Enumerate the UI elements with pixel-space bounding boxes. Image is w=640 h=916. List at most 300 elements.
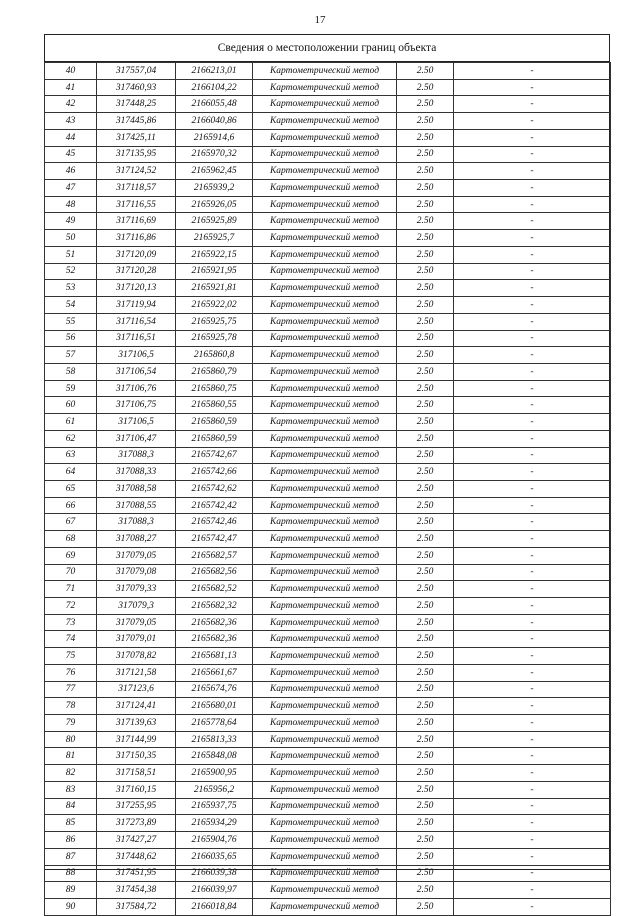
note-cell: - <box>454 347 611 364</box>
table-row <box>45 397 611 414</box>
y-coordinate-cell: 2165937,75 <box>176 798 253 815</box>
y-coordinate-cell: 2165742,46 <box>176 514 253 531</box>
note-cell: - <box>454 798 611 815</box>
x-coordinate-cell: 317448,25 <box>97 96 176 113</box>
note-cell: - <box>454 581 611 598</box>
method-cell: Картометрический метод <box>253 280 397 297</box>
coordinates-table-frame <box>44 34 610 912</box>
method-cell: Картометрический метод <box>253 731 397 748</box>
y-coordinate-cell: 2165922,02 <box>176 297 253 314</box>
y-coordinate-cell: 2166104,22 <box>176 79 253 96</box>
method-cell: Картометрический метод <box>253 96 397 113</box>
note-cell: - <box>454 163 611 180</box>
method-cell: Картометрический метод <box>253 832 397 849</box>
accuracy-cell: 2.50 <box>397 297 454 314</box>
note-cell: - <box>454 180 611 197</box>
x-coordinate-cell: 317079,05 <box>97 547 176 564</box>
y-coordinate-cell: 2165742,42 <box>176 497 253 514</box>
table-row <box>45 280 611 297</box>
table-row <box>45 698 611 715</box>
point-number-cell: 61 <box>45 414 97 431</box>
note-cell: - <box>454 898 611 915</box>
y-coordinate-cell: 2165939,2 <box>176 180 253 197</box>
point-number-cell: 65 <box>45 480 97 497</box>
note-cell: - <box>454 681 611 698</box>
y-coordinate-cell: 2165742,47 <box>176 531 253 548</box>
table-title: Сведения о местоположении границ объекта <box>45 35 609 62</box>
note-cell: - <box>454 79 611 96</box>
table-row <box>45 447 611 464</box>
point-number-cell: 49 <box>45 213 97 230</box>
x-coordinate-cell: 317121,58 <box>97 664 176 681</box>
y-coordinate-cell: 2165680,01 <box>176 698 253 715</box>
x-coordinate-cell: 317116,51 <box>97 330 176 347</box>
method-cell: Картометрический метод <box>253 230 397 247</box>
point-number-cell: 64 <box>45 464 97 481</box>
note-cell: - <box>454 363 611 380</box>
method-cell: Картометрический метод <box>253 882 397 899</box>
method-cell: Картометрический метод <box>253 598 397 615</box>
y-coordinate-cell: 2165921,81 <box>176 280 253 297</box>
accuracy-cell: 2.50 <box>397 848 454 865</box>
method-cell: Картометрический метод <box>253 363 397 380</box>
x-coordinate-cell: 317088,27 <box>97 531 176 548</box>
table-row <box>45 480 611 497</box>
method-cell: Картометрический метод <box>253 715 397 732</box>
table-row <box>45 213 611 230</box>
note-cell: - <box>454 765 611 782</box>
table-row <box>45 564 611 581</box>
accuracy-cell: 2.50 <box>397 347 454 364</box>
point-number-cell: 52 <box>45 263 97 280</box>
method-cell: Картометрический метод <box>253 848 397 865</box>
note-cell: - <box>454 698 611 715</box>
x-coordinate-cell: 317139,63 <box>97 715 176 732</box>
accuracy-cell: 2.50 <box>397 313 454 330</box>
table-row <box>45 614 611 631</box>
x-coordinate-cell: 317120,09 <box>97 246 176 263</box>
method-cell: Картометрический метод <box>253 765 397 782</box>
point-number-cell: 42 <box>45 96 97 113</box>
table-row <box>45 598 611 615</box>
table-row <box>45 430 611 447</box>
x-coordinate-cell: 317120,28 <box>97 263 176 280</box>
table-row <box>45 263 611 280</box>
point-number-cell: 83 <box>45 781 97 798</box>
note-cell: - <box>454 313 611 330</box>
note-cell: - <box>454 664 611 681</box>
accuracy-cell: 2.50 <box>397 832 454 849</box>
point-number-cell: 78 <box>45 698 97 715</box>
x-coordinate-cell: 317144,99 <box>97 731 176 748</box>
point-number-cell: 54 <box>45 297 97 314</box>
note-cell: - <box>454 882 611 899</box>
accuracy-cell: 2.50 <box>397 765 454 782</box>
point-number-cell: 88 <box>45 865 97 882</box>
accuracy-cell: 2.50 <box>397 363 454 380</box>
x-coordinate-cell: 317106,54 <box>97 363 176 380</box>
y-coordinate-cell: 2166040,86 <box>176 113 253 130</box>
method-cell: Картометрический метод <box>253 815 397 832</box>
point-number-cell: 89 <box>45 882 97 899</box>
y-coordinate-cell: 2165682,36 <box>176 631 253 648</box>
method-cell: Картометрический метод <box>253 113 397 130</box>
y-coordinate-cell: 2165682,36 <box>176 614 253 631</box>
table-row <box>45 246 611 263</box>
y-coordinate-cell: 2165925,7 <box>176 230 253 247</box>
y-coordinate-cell: 2165925,75 <box>176 313 253 330</box>
table-row <box>45 63 611 80</box>
point-number-cell: 90 <box>45 898 97 915</box>
table-row <box>45 330 611 347</box>
x-coordinate-cell: 317118,57 <box>97 180 176 197</box>
note-cell: - <box>454 631 611 648</box>
method-cell: Картометрический метод <box>253 397 397 414</box>
accuracy-cell: 2.50 <box>397 79 454 96</box>
accuracy-cell: 2.50 <box>397 631 454 648</box>
y-coordinate-cell: 2165742,67 <box>176 447 253 464</box>
method-cell: Картометрический метод <box>253 380 397 397</box>
accuracy-cell: 2.50 <box>397 263 454 280</box>
table-row <box>45 882 611 899</box>
x-coordinate-cell: 317079,01 <box>97 631 176 648</box>
x-coordinate-cell: 317079,08 <box>97 564 176 581</box>
accuracy-cell: 2.50 <box>397 480 454 497</box>
method-cell: Картометрический метод <box>253 313 397 330</box>
point-number-cell: 53 <box>45 280 97 297</box>
x-coordinate-cell: 317584,72 <box>97 898 176 915</box>
x-coordinate-cell: 317106,76 <box>97 380 176 397</box>
y-coordinate-cell: 2165681,13 <box>176 648 253 665</box>
table-row <box>45 731 611 748</box>
accuracy-cell: 2.50 <box>397 514 454 531</box>
point-number-cell: 41 <box>45 79 97 96</box>
method-cell: Картометрический метод <box>253 564 397 581</box>
method-cell: Картометрический метод <box>253 63 397 80</box>
accuracy-cell: 2.50 <box>397 648 454 665</box>
accuracy-cell: 2.50 <box>397 748 454 765</box>
accuracy-cell: 2.50 <box>397 397 454 414</box>
accuracy-cell: 2.50 <box>397 731 454 748</box>
note-cell: - <box>454 430 611 447</box>
table-row <box>45 414 611 431</box>
note-cell: - <box>454 146 611 163</box>
y-coordinate-cell: 2166055,48 <box>176 96 253 113</box>
y-coordinate-cell: 2165926,05 <box>176 196 253 213</box>
accuracy-cell: 2.50 <box>397 681 454 698</box>
x-coordinate-cell: 317079,3 <box>97 598 176 615</box>
method-cell: Картометрический метод <box>253 347 397 364</box>
table-row <box>45 631 611 648</box>
accuracy-cell: 2.50 <box>397 815 454 832</box>
accuracy-cell: 2.50 <box>397 380 454 397</box>
y-coordinate-cell: 2165922,15 <box>176 246 253 263</box>
accuracy-cell: 2.50 <box>397 63 454 80</box>
point-number-cell: 46 <box>45 163 97 180</box>
note-cell: - <box>454 531 611 548</box>
table-row <box>45 898 611 915</box>
y-coordinate-cell: 2165742,62 <box>176 480 253 497</box>
note-cell: - <box>454 414 611 431</box>
accuracy-cell: 2.50 <box>397 598 454 615</box>
y-coordinate-cell: 2165900,95 <box>176 765 253 782</box>
point-number-cell: 44 <box>45 129 97 146</box>
y-coordinate-cell: 2165904,76 <box>176 832 253 849</box>
accuracy-cell: 2.50 <box>397 280 454 297</box>
x-coordinate-cell: 317273,89 <box>97 815 176 832</box>
y-coordinate-cell: 2165860,59 <box>176 414 253 431</box>
point-number-cell: 70 <box>45 564 97 581</box>
method-cell: Картометрический метод <box>253 464 397 481</box>
x-coordinate-cell: 317445,86 <box>97 113 176 130</box>
x-coordinate-cell: 317088,3 <box>97 447 176 464</box>
table-row <box>45 715 611 732</box>
method-cell: Картометрический метод <box>253 531 397 548</box>
note-cell: - <box>454 547 611 564</box>
point-number-cell: 71 <box>45 581 97 598</box>
point-number-cell: 51 <box>45 246 97 263</box>
x-coordinate-cell: 317088,3 <box>97 514 176 531</box>
accuracy-cell: 2.50 <box>397 146 454 163</box>
y-coordinate-cell: 2166039,97 <box>176 882 253 899</box>
method-cell: Картометрический метод <box>253 648 397 665</box>
accuracy-cell: 2.50 <box>397 414 454 431</box>
table-row <box>45 648 611 665</box>
table-row <box>45 464 611 481</box>
x-coordinate-cell: 317158,51 <box>97 765 176 782</box>
y-coordinate-cell: 2166018,84 <box>176 898 253 915</box>
x-coordinate-cell: 317106,47 <box>97 430 176 447</box>
note-cell: - <box>454 263 611 280</box>
coordinates-table <box>44 62 611 916</box>
method-cell: Картометрический метод <box>253 163 397 180</box>
point-number-cell: 63 <box>45 447 97 464</box>
x-coordinate-cell: 317116,69 <box>97 213 176 230</box>
x-coordinate-cell: 317119,94 <box>97 297 176 314</box>
y-coordinate-cell: 2165848,08 <box>176 748 253 765</box>
method-cell: Картометрический метод <box>253 146 397 163</box>
x-coordinate-cell: 317425,11 <box>97 129 176 146</box>
x-coordinate-cell: 317448,62 <box>97 848 176 865</box>
y-coordinate-cell: 2165970,32 <box>176 146 253 163</box>
method-cell: Картометрический метод <box>253 196 397 213</box>
point-number-cell: 86 <box>45 832 97 849</box>
note-cell: - <box>454 865 611 882</box>
x-coordinate-cell: 317135,95 <box>97 146 176 163</box>
note-cell: - <box>454 564 611 581</box>
table-row <box>45 347 611 364</box>
x-coordinate-cell: 317088,33 <box>97 464 176 481</box>
note-cell: - <box>454 848 611 865</box>
method-cell: Картометрический метод <box>253 631 397 648</box>
point-number-cell: 60 <box>45 397 97 414</box>
note-cell: - <box>454 230 611 247</box>
table-row <box>45 681 611 698</box>
note-cell: - <box>454 832 611 849</box>
table-row <box>45 848 611 865</box>
note-cell: - <box>454 330 611 347</box>
method-cell: Картометрический метод <box>253 698 397 715</box>
table-row <box>45 497 611 514</box>
note-cell: - <box>454 113 611 130</box>
table-row <box>45 180 611 197</box>
point-number-cell: 48 <box>45 196 97 213</box>
x-coordinate-cell: 317106,5 <box>97 347 176 364</box>
accuracy-cell: 2.50 <box>397 664 454 681</box>
method-cell: Картометрический метод <box>253 547 397 564</box>
point-number-cell: 76 <box>45 664 97 681</box>
note-cell: - <box>454 297 611 314</box>
y-coordinate-cell: 2165778,64 <box>176 715 253 732</box>
accuracy-cell: 2.50 <box>397 246 454 263</box>
method-cell: Картометрический метод <box>253 497 397 514</box>
table-row <box>45 146 611 163</box>
note-cell: - <box>454 815 611 832</box>
x-coordinate-cell: 317160,15 <box>97 781 176 798</box>
note-cell: - <box>454 748 611 765</box>
point-number-cell: 59 <box>45 380 97 397</box>
table-row <box>45 313 611 330</box>
accuracy-cell: 2.50 <box>397 180 454 197</box>
accuracy-cell: 2.50 <box>397 129 454 146</box>
table-row <box>45 581 611 598</box>
page-number: 17 <box>314 14 326 26</box>
x-coordinate-cell: 317427,27 <box>97 832 176 849</box>
accuracy-cell: 2.50 <box>397 96 454 113</box>
method-cell: Картометрический метод <box>253 129 397 146</box>
method-cell: Картометрический метод <box>253 898 397 915</box>
accuracy-cell: 2.50 <box>397 882 454 899</box>
method-cell: Картометрический метод <box>253 681 397 698</box>
accuracy-cell: 2.50 <box>397 430 454 447</box>
table-row <box>45 815 611 832</box>
table-row <box>45 230 611 247</box>
method-cell: Картометрический метод <box>253 430 397 447</box>
y-coordinate-cell: 2165682,57 <box>176 547 253 564</box>
note-cell: - <box>454 246 611 263</box>
x-coordinate-cell: 317255,95 <box>97 798 176 815</box>
table-row <box>45 514 611 531</box>
method-cell: Картометрический метод <box>253 664 397 681</box>
accuracy-cell: 2.50 <box>397 898 454 915</box>
point-number-cell: 75 <box>45 648 97 665</box>
note-cell: - <box>454 96 611 113</box>
point-number-cell: 72 <box>45 598 97 615</box>
accuracy-cell: 2.50 <box>397 698 454 715</box>
point-number-cell: 55 <box>45 313 97 330</box>
table-row <box>45 297 611 314</box>
point-number-cell: 82 <box>45 765 97 782</box>
method-cell: Картометрический метод <box>253 798 397 815</box>
y-coordinate-cell: 2166039,38 <box>176 865 253 882</box>
y-coordinate-cell: 2165925,89 <box>176 213 253 230</box>
table-row <box>45 748 611 765</box>
method-cell: Картометрический метод <box>253 781 397 798</box>
accuracy-cell: 2.50 <box>397 781 454 798</box>
point-number-cell: 87 <box>45 848 97 865</box>
x-coordinate-cell: 317088,55 <box>97 497 176 514</box>
x-coordinate-cell: 317106,5 <box>97 414 176 431</box>
point-number-cell: 62 <box>45 430 97 447</box>
table-row <box>45 798 611 815</box>
note-cell: - <box>454 380 611 397</box>
table-row <box>45 79 611 96</box>
point-number-cell: 77 <box>45 681 97 698</box>
method-cell: Картометрический метод <box>253 614 397 631</box>
note-cell: - <box>454 397 611 414</box>
accuracy-cell: 2.50 <box>397 798 454 815</box>
point-number-cell: 81 <box>45 748 97 765</box>
x-coordinate-cell: 317079,05 <box>97 614 176 631</box>
note-cell: - <box>454 63 611 80</box>
note-cell: - <box>454 213 611 230</box>
table-row <box>45 865 611 882</box>
point-number-cell: 45 <box>45 146 97 163</box>
note-cell: - <box>454 480 611 497</box>
method-cell: Картометрический метод <box>253 79 397 96</box>
point-number-cell: 40 <box>45 63 97 80</box>
accuracy-cell: 2.50 <box>397 547 454 564</box>
table-row <box>45 380 611 397</box>
note-cell: - <box>454 781 611 798</box>
note-cell: - <box>454 731 611 748</box>
x-coordinate-cell: 317078,82 <box>97 648 176 665</box>
accuracy-cell: 2.50 <box>397 865 454 882</box>
point-number-cell: 57 <box>45 347 97 364</box>
point-number-cell: 80 <box>45 731 97 748</box>
point-number-cell: 50 <box>45 230 97 247</box>
y-coordinate-cell: 2165914,6 <box>176 129 253 146</box>
point-number-cell: 74 <box>45 631 97 648</box>
y-coordinate-cell: 2165860,75 <box>176 380 253 397</box>
y-coordinate-cell: 2165674,76 <box>176 681 253 698</box>
y-coordinate-cell: 2165925,78 <box>176 330 253 347</box>
point-number-cell: 58 <box>45 363 97 380</box>
y-coordinate-cell: 2165860,79 <box>176 363 253 380</box>
accuracy-cell: 2.50 <box>397 113 454 130</box>
point-number-cell: 68 <box>45 531 97 548</box>
method-cell: Картометрический метод <box>253 581 397 598</box>
note-cell: - <box>454 648 611 665</box>
y-coordinate-cell: 2165860,55 <box>176 397 253 414</box>
y-coordinate-cell: 2165661,67 <box>176 664 253 681</box>
method-cell: Картометрический метод <box>253 447 397 464</box>
x-coordinate-cell: 317088,58 <box>97 480 176 497</box>
y-coordinate-cell: 2165921,95 <box>176 263 253 280</box>
method-cell: Картометрический метод <box>253 180 397 197</box>
y-coordinate-cell: 2166213,01 <box>176 63 253 80</box>
y-coordinate-cell: 2165962,45 <box>176 163 253 180</box>
y-coordinate-cell: 2165682,52 <box>176 581 253 598</box>
point-number-cell: 66 <box>45 497 97 514</box>
note-cell: - <box>454 280 611 297</box>
x-coordinate-cell: 317116,86 <box>97 230 176 247</box>
method-cell: Картометрический метод <box>253 414 397 431</box>
x-coordinate-cell: 317123,6 <box>97 681 176 698</box>
method-cell: Картометрический метод <box>253 865 397 882</box>
y-coordinate-cell: 2165742,66 <box>176 464 253 481</box>
x-coordinate-cell: 317454,38 <box>97 882 176 899</box>
x-coordinate-cell: 317120,13 <box>97 280 176 297</box>
x-coordinate-cell: 317116,55 <box>97 196 176 213</box>
accuracy-cell: 2.50 <box>397 330 454 347</box>
note-cell: - <box>454 196 611 213</box>
x-coordinate-cell: 317116,54 <box>97 313 176 330</box>
x-coordinate-cell: 317124,41 <box>97 698 176 715</box>
table-row <box>45 196 611 213</box>
accuracy-cell: 2.50 <box>397 196 454 213</box>
x-coordinate-cell: 317124,52 <box>97 163 176 180</box>
